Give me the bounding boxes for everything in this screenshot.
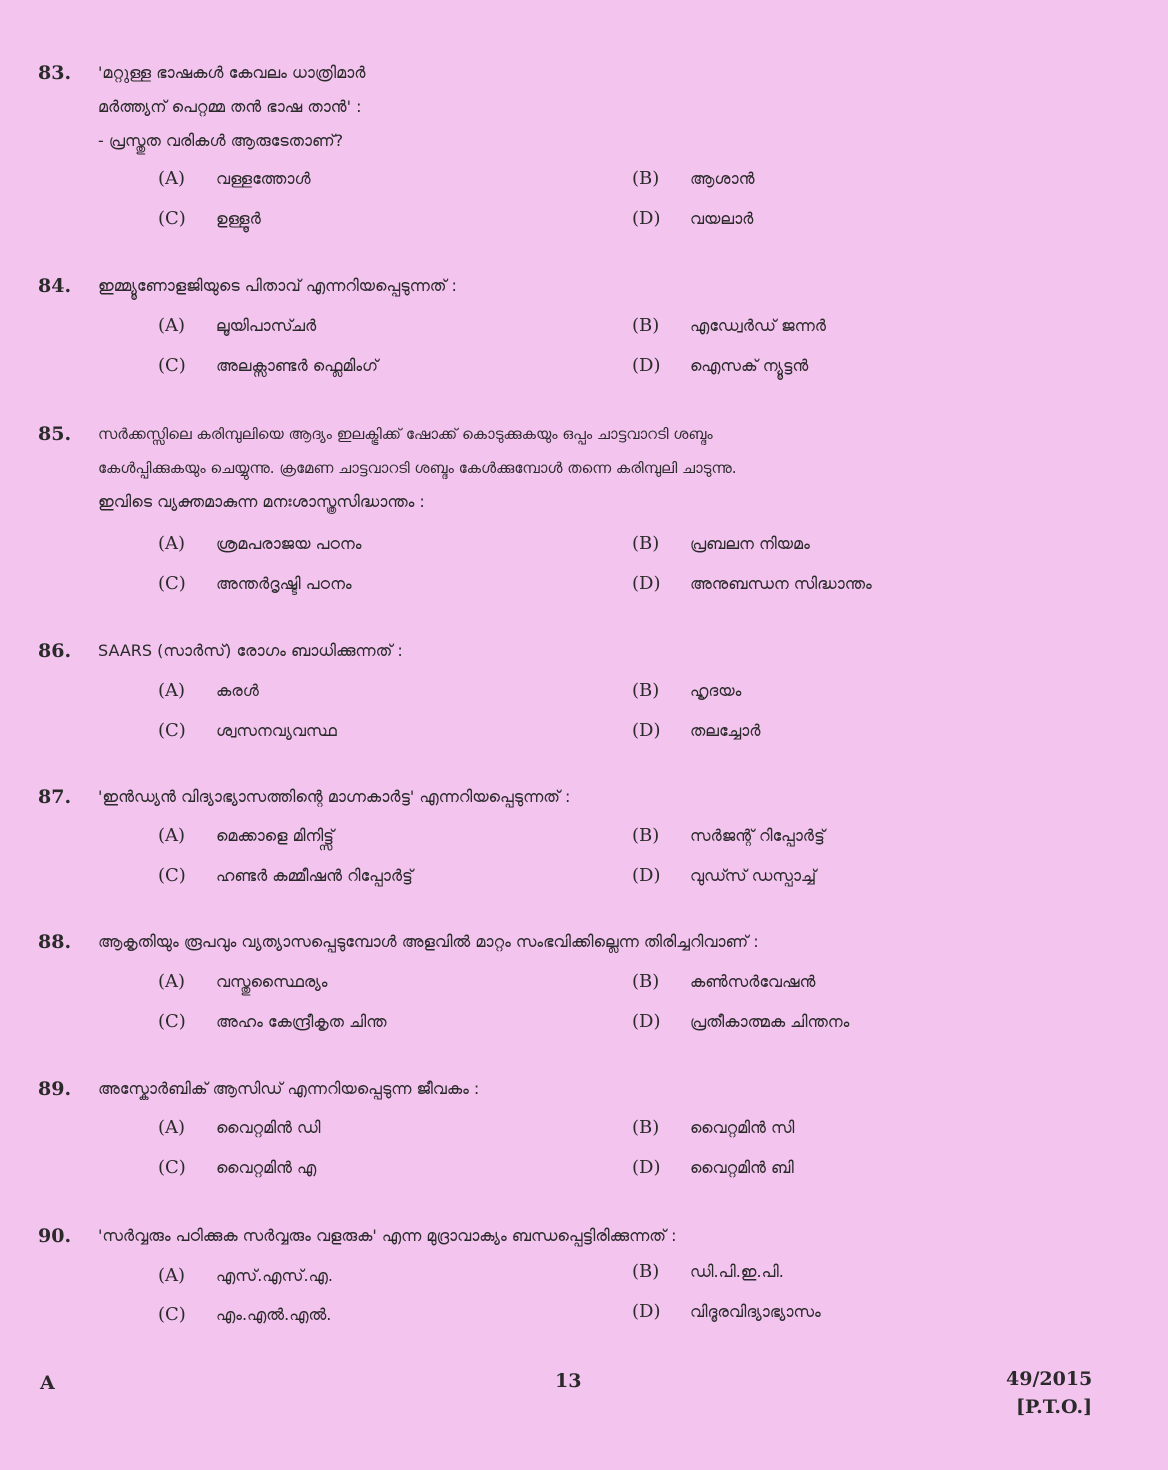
question-number: 89. (38, 1078, 72, 1100)
option-text: വൈറ്റമിൻ ഡി (216, 1118, 321, 1137)
option-b (632, 312, 826, 340)
question-line: ഇമ്മ്യൂണോളജിയുടെ പിതാവ് എന്നറിയപ്പെടുന്നത് : (98, 276, 457, 295)
option-text: എം.എൽ.എൽ. (216, 1305, 332, 1324)
option-letter: (B) (632, 825, 660, 846)
question-line: 'മറ്റുള്ള ഭാഷകൾ കേവലം ധാത്രിമാർ (98, 63, 366, 82)
question-text (98, 56, 1098, 158)
option-d (632, 352, 808, 380)
question-text (98, 1219, 1098, 1253)
question-text (98, 269, 1098, 303)
option-text: അനുബന്ധന സിദ്ധാന്തം (690, 574, 872, 593)
question-line: ഇവിടെ വ്യക്തമാകുന്ന മനഃശാസ്ത്രസിദ്ധാന്തം : (98, 492, 425, 511)
option-text: ലൂയിപാസ്ചർ (216, 316, 317, 335)
option-c (158, 1008, 387, 1036)
question-line: 'ഇൻഡ്യൻ വിദ്യാഭ്യാസത്തിന്റെ മാഗ്നകാർട്ട' എന്നറിയപ്പെടുന്നത് : (98, 787, 571, 806)
option-a (158, 677, 259, 705)
option-letter: (C) (158, 1304, 186, 1325)
option-text: അന്തർദൃഷ്ടി പഠനം (216, 574, 352, 593)
option-letter: (D) (632, 720, 661, 741)
option-c (158, 1301, 331, 1329)
option-letter: (D) (632, 573, 661, 594)
option-letter: (D) (632, 1011, 661, 1032)
option-letter: (B) (632, 971, 660, 992)
option-c (158, 352, 378, 380)
option-letter: (A) (158, 971, 186, 992)
option-letter: (A) (158, 825, 186, 846)
question-number: 88. (38, 931, 72, 953)
option-text: വൈറ്റമിൻ സി (690, 1118, 795, 1137)
option-c (158, 717, 337, 745)
option-a (158, 165, 311, 193)
option-a (158, 530, 361, 558)
pto-label: [P.T.O.] (1016, 1396, 1093, 1418)
option-text: കരൾ (216, 681, 259, 700)
question-line: ആകൃതിയും രൂപവും വ്യത്യാസപ്പെടുമ്പോൾ അളവിൽ മാറ്റം സംഭവിക്കില്ലെന്ന തിരിച്ചറിവാണ് : (98, 932, 759, 951)
option-text: വിദൂരവിദ്യാഭ്യാസം (690, 1302, 821, 1321)
option-text: വൈറ്റമിൻ എ (216, 1158, 317, 1177)
option-letter: (A) (158, 315, 186, 336)
option-letter: (A) (158, 1265, 186, 1286)
option-letter: (D) (632, 865, 661, 886)
question-line: SAARS (സാർസ്) രോഗം ബാധിക്കുന്നത് : (98, 641, 403, 660)
question-number: 85. (38, 423, 72, 445)
option-letter: (C) (158, 1011, 186, 1032)
option-letter: (C) (158, 865, 186, 886)
option-letter: (B) (632, 680, 660, 701)
option-b (632, 165, 755, 193)
option-letter: (B) (632, 168, 660, 189)
option-letter: (D) (632, 208, 661, 229)
option-text: അലക്സാണ്ടർ ഫ്ലെമിംഗ് (216, 356, 379, 375)
option-text: ശ്രമപരാജയ പഠനം (216, 534, 362, 553)
option-a (158, 822, 334, 850)
option-c (158, 205, 261, 233)
option-text: ഹൃദയം (690, 681, 742, 700)
option-text: മെക്കാളെ മിനിട്ട്സ് (216, 826, 334, 845)
series-code: A (40, 1372, 55, 1394)
option-c (158, 1154, 316, 1182)
question-text (98, 780, 1098, 814)
option-text: എസ്.എസ്.എ. (216, 1266, 333, 1285)
question-text (98, 417, 1098, 519)
option-letter: (B) (632, 533, 660, 554)
option-a (158, 1262, 333, 1290)
option-d (632, 570, 872, 598)
question-line: അസ്കോർബിക് ആസിഡ് എന്നറിയപ്പെടുന്ന ജീവകം : (98, 1079, 480, 1098)
option-text: വയലാർ (690, 209, 754, 228)
option-letter: (D) (632, 1301, 661, 1322)
option-text: ആശാൻ (690, 169, 755, 188)
question-line: കേൾപ്പിക്കുകയും ചെയ്യുന്നു. ക്രമേണ ചാട്ടവാറടി ശബ്ദം കേൾക്കുമ്പോൾ തന്നെ കരിമ്പുലി ചാടുന്നു. (98, 459, 737, 477)
question-number: 83. (38, 62, 72, 84)
option-b (632, 677, 741, 705)
option-d (632, 717, 760, 745)
option-c (158, 862, 413, 890)
option-letter: (C) (158, 573, 186, 594)
option-text: എഡ്വേർഡ് ജന്നർ (690, 316, 826, 335)
question-text (98, 925, 1098, 959)
question-text (98, 1072, 1098, 1106)
option-text: വുഡ്സ് ഡസ്പാച്ച് (690, 866, 817, 885)
option-c (158, 570, 352, 598)
option-text: ഹണ്ടർ കമ്മീഷൻ റിപ്പോർട്ട് (216, 866, 413, 885)
question-line: മർത്ത്യന് പെറ്റമ്മ തൻ ഭാഷ താൻ' : (98, 97, 362, 116)
page-number: 13 (555, 1370, 582, 1392)
question-paper-code: 49/2015 (1006, 1368, 1093, 1390)
option-text: ഉള്ളൂർ (216, 209, 261, 228)
option-d (632, 862, 816, 890)
option-text: അഹം കേന്ദ്രീകൃത ചിന്ത (216, 1012, 387, 1031)
option-letter: (C) (158, 1157, 186, 1178)
option-letter: (B) (632, 315, 660, 336)
option-letter: (C) (158, 720, 186, 741)
option-letter: (B) (632, 1117, 660, 1138)
option-b (632, 1258, 784, 1286)
question-number: 90. (38, 1225, 72, 1247)
question-text (98, 634, 1098, 668)
option-d (632, 1008, 849, 1036)
option-a (158, 968, 327, 996)
question-number: 84. (38, 275, 72, 297)
option-b (632, 530, 810, 558)
option-letter: (C) (158, 355, 186, 376)
question-number: 86. (38, 640, 72, 662)
option-b (632, 968, 815, 996)
option-letter: (B) (632, 1261, 660, 1282)
option-a (158, 312, 316, 340)
option-letter: (D) (632, 355, 661, 376)
option-b (632, 822, 825, 850)
option-d (632, 1298, 821, 1326)
option-text: പ്രബലന നിയമം (690, 534, 810, 553)
option-d (632, 1154, 794, 1182)
option-text: തലച്ചോർ (690, 721, 761, 740)
option-letter: (C) (158, 208, 186, 229)
option-text: വൈറ്റമിൻ ബി (690, 1158, 794, 1177)
option-text: വസ്തുസ്ഥൈര്യം (216, 972, 328, 991)
option-text: ഐസക് ന്യൂട്ടൻ (690, 356, 809, 375)
question-number: 87. (38, 786, 72, 808)
question-line: സർക്കസ്സിലെ കരിമ്പുലിയെ ആദ്യം ഇലക്ട്രിക്ക് ഷോക്ക് കൊടുക്കുകയും ഒപ്പം ചാട്ടവാറടി ശബ്ദം (98, 425, 713, 443)
option-b (632, 1114, 794, 1142)
option-text: പ്രതീകാത്മക ചിന്തനം (690, 1012, 850, 1031)
option-text: ശ്വസനവ്യവസ്ഥ (216, 721, 337, 740)
option-text: ഡി.പി.ഇ.പി. (690, 1262, 784, 1281)
option-letter: (A) (158, 1117, 186, 1138)
option-text: കൺസർവേഷൻ (690, 972, 816, 991)
option-letter: (A) (158, 680, 186, 701)
option-letter: (A) (158, 533, 186, 554)
option-letter: (A) (158, 168, 186, 189)
option-text: വള്ളത്തോൾ (216, 169, 311, 188)
option-a (158, 1114, 321, 1142)
question-line: 'സർവ്വരും പഠിക്കുക സർവ്വരും വളരുക' എന്ന മുദ്രാവാക്യം ബന്ധപ്പെട്ടിരിക്കുന്നത് : (98, 1226, 677, 1245)
option-text: സർജന്റ് റിപ്പോർട്ട് (690, 826, 825, 845)
option-d (632, 205, 753, 233)
question-line: - പ്രസ്തുത വരികൾ ആരുടേതാണ്? (98, 131, 344, 150)
option-letter: (D) (632, 1157, 661, 1178)
